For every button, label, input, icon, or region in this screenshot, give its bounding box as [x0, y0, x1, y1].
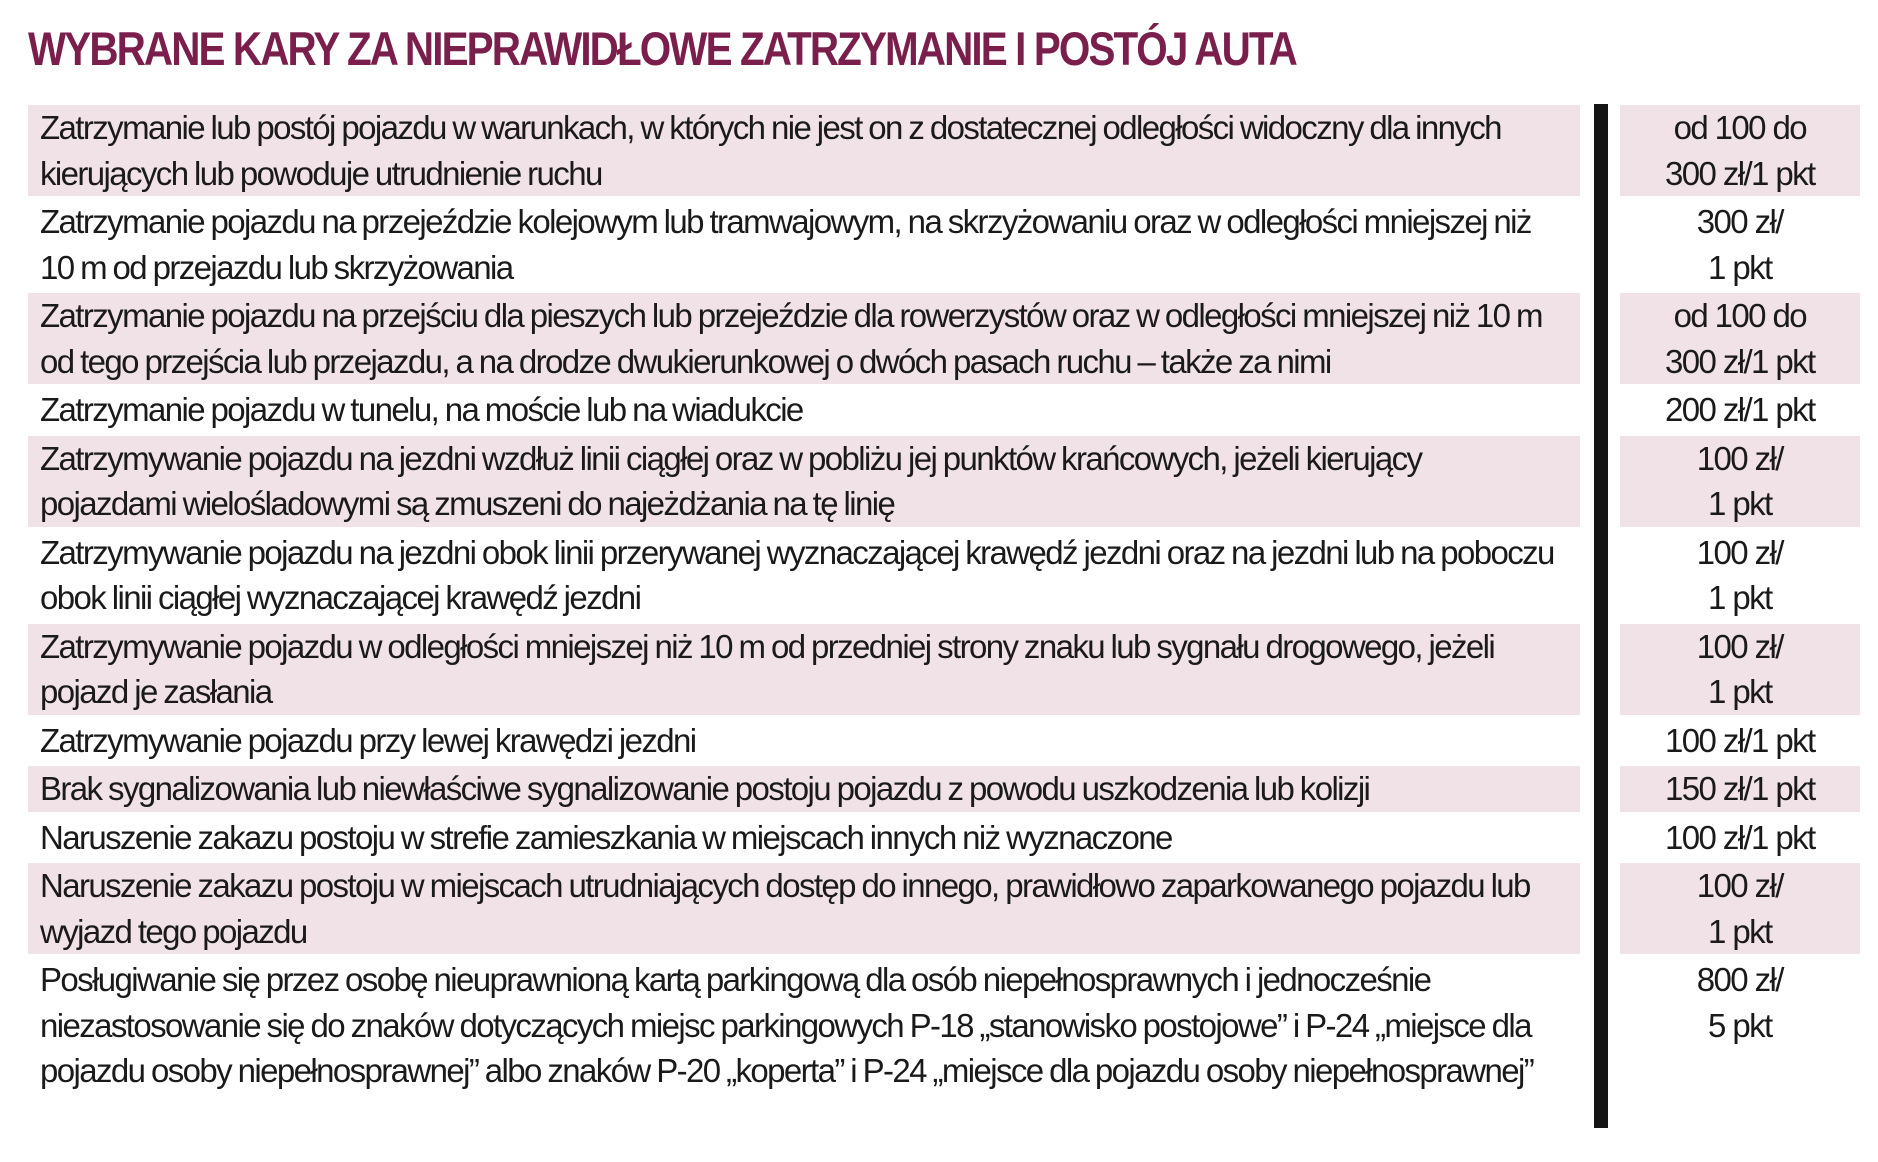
fine-amount: [1620, 293, 1860, 384]
table-row: [28, 384, 1860, 433]
table-row: [28, 860, 1860, 954]
fine-amount-line: 5 pkt: [1708, 1006, 1772, 1044]
fine-description: Naruszenie zakazu postoju w miejscach utrudniających dostęp do innego, prawidłowo zaparkowanego pojazdu lub wyjazd tego pojazdu: [28, 863, 1580, 954]
fine-amount-line: 1 pkt: [1708, 485, 1772, 522]
fine-description: Brak sygnalizowania lub niewłaściwe sygnalizowanie postoju pojazdu z powodu uszkodzenia lub kolizji: [28, 766, 1580, 812]
fine-amount-line: 200 zł/1 pkt: [1665, 391, 1815, 428]
fine-amount-line: 300 zł/1 pkt: [1665, 154, 1815, 192]
fine-amount-line: 100 zł/: [1696, 533, 1783, 571]
table-row: [28, 812, 1860, 861]
table-row: [28, 527, 1860, 621]
fine-amount-line: 1 pkt: [1708, 248, 1772, 286]
column-divider: [1594, 621, 1608, 715]
table-row: [28, 621, 1860, 715]
column-divider: [1594, 384, 1608, 433]
fine-amount: [1620, 624, 1860, 715]
table-row: [28, 290, 1860, 384]
column-divider: [1594, 290, 1608, 384]
fine-description: Zatrzymanie lub postój pojazdu w warunkach, w których nie jest on z dostatecznej odległości widoczny dla innych kierujących lub powoduje utrudnienie ruchu: [28, 105, 1580, 196]
page-title: WYBRANE KARY ZA NIEPRAWIDŁOWE ZATRZYMANIE I POSTÓJ AUTA: [28, 22, 1296, 75]
fine-description: Zatrzymywanie pojazdu w odległości mniejszej niż 10 m od przedniej strony znaku lub sygnału drogowego, jeżeli pojazd je zasłania: [28, 624, 1580, 715]
fine-amount-line: 100 zł/1 pkt: [1665, 721, 1815, 759]
fine-amount-line: 1 pkt: [1708, 912, 1772, 950]
column-divider: [1594, 954, 1608, 1128]
column-divider: [1594, 812, 1608, 861]
fine-description: Zatrzymanie pojazdu na przejeździe kolejowym lub tramwajowym, na skrzyżowaniu oraz w odległości mniejszej niż 10 m od przejazdu lub skrzyżowania: [40, 203, 1531, 286]
fine-amount: [1620, 863, 1860, 954]
column-divider: [1594, 104, 1608, 196]
fine-description: Zatrzymanie pojazdu na przejściu dla pieszych lub przejeździe dla rowerzystów oraz w odległości mniejszej niż 10 m od tego przejścia lub przejazdu, a na drodze dwukierunkowej o dwóch pasach ruchu – także za nimi: [28, 293, 1580, 384]
fine-description: Zatrzymanie pojazdu w tunelu, na moście lub na wiadukcie: [40, 391, 803, 428]
fine-description: Posługiwanie się przez osobę nieuprawnioną kartą parkingową dla osób niepełnosprawnych i jednocześnie niezastosowanie się do znaków dotyczących miejsc parkingowych P-18 „stanowisko postojowe” i P-24 „miejsce dla pojazdu osoby niepełnosprawnej” albo znaków P-20 „koperta” i P-24 „miejsce dla pojazdu osoby niepełnosprawnej”: [40, 961, 1534, 1089]
fine-amount: [1620, 436, 1860, 527]
table-row: [28, 104, 1860, 196]
fine-amount-line: 100 zł/1 pkt: [1665, 818, 1815, 856]
table-row: [28, 954, 1860, 1094]
column-divider: [1594, 763, 1608, 812]
fine-amount-line: 1 pkt: [1708, 673, 1772, 710]
fine-amount-line: 1 pkt: [1708, 579, 1772, 616]
fine-amount-line: 100 zł/: [1696, 627, 1783, 665]
fine-amount-line: 300 zł/1 pkt: [1665, 342, 1815, 380]
fine-amount-line: od 100 do: [1673, 297, 1807, 334]
fine-amount-line: 300 zł/: [1696, 203, 1783, 240]
fine-amount-line: 100 zł/: [1696, 439, 1783, 477]
table-row: [28, 196, 1860, 290]
column-divider: [1594, 433, 1608, 527]
table-row: [28, 763, 1860, 812]
fine-amount: [1620, 530, 1860, 621]
table-row: [28, 715, 1860, 764]
fine-amount: [1620, 766, 1860, 812]
fine-description: Naruszenie zakazu postoju w strefie zamieszkania w miejscach innych niż wyznaczone: [40, 818, 1172, 856]
fine-amount-line: 150 zł/1 pkt: [1665, 770, 1815, 807]
table-row: [28, 433, 1860, 527]
fine-amount: [1620, 387, 1860, 433]
column-divider: [1594, 860, 1608, 954]
fine-amount: [1620, 199, 1860, 290]
column-divider: [1594, 715, 1608, 764]
fine-amount-line: 100 zł/: [1696, 867, 1783, 904]
fine-description: Zatrzymywanie pojazdu przy lewej krawędzi jezdni: [40, 721, 696, 759]
column-divider: [1594, 527, 1608, 621]
fine-description: Zatrzymywanie pojazdu na jezdni obok linii przerywanej wyznaczającej krawędź jezdni oraz na jezdni lub na poboczu obok linii ciągłej wyznaczającej krawędź jezdni: [40, 533, 1554, 616]
fine-amount-line: od 100 do: [1673, 109, 1807, 146]
fine-amount: [1620, 957, 1860, 1094]
fine-amount-line: 800 zł/: [1696, 961, 1783, 998]
column-divider: [1594, 196, 1608, 290]
fine-amount: [1620, 105, 1860, 196]
fines-table: [28, 104, 1860, 1094]
fine-description: Zatrzymywanie pojazdu na jezdni wzdłuż linii ciągłej oraz w pobliżu jej punktów krańcowych, jeżeli kierujący pojazdami wielośladowymi są zmuszeni do najeżdżania na tę linię: [28, 436, 1580, 527]
fine-amount: [1620, 815, 1860, 861]
fine-amount: [1620, 718, 1860, 764]
